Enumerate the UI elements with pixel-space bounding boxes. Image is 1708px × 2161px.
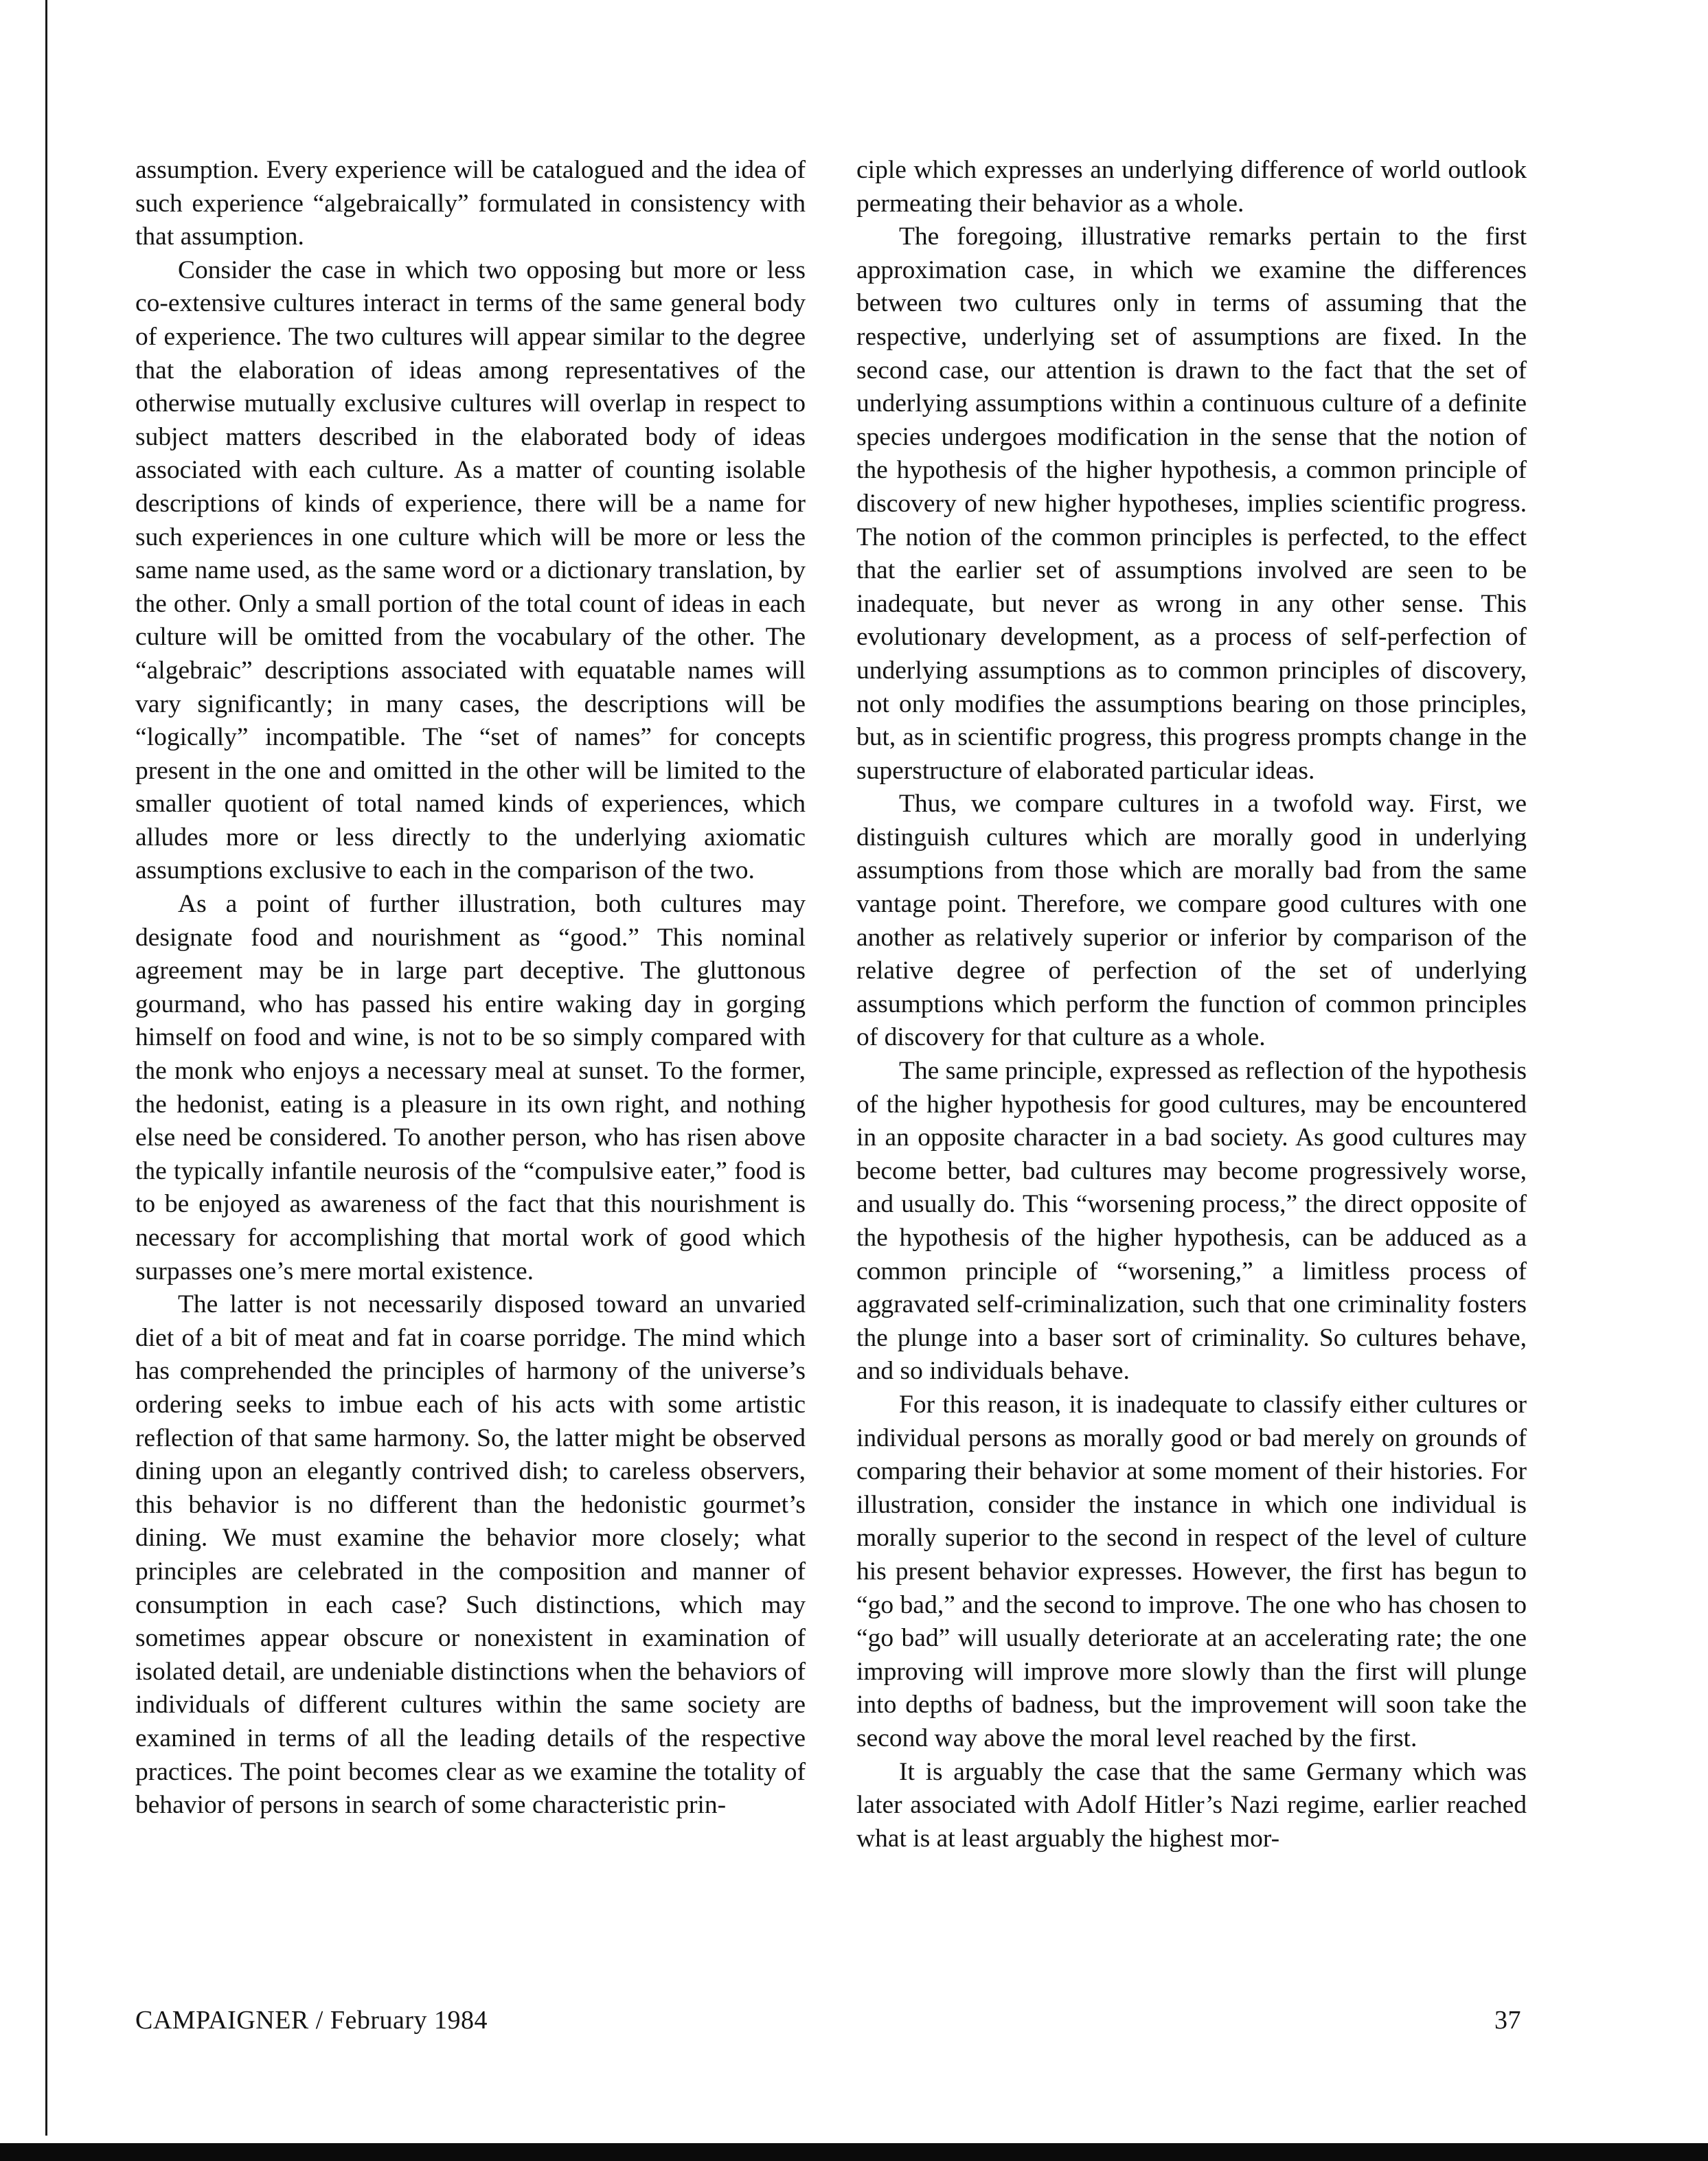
paragraph: Consider the case in which two opposing but more or less co-extensive cultures interact in terms of the same general body of experience. The two cultures will appear similar to the degree that the elaboration of ideas among representatives of the otherwise mutually exclusive cultures will overlap in respect to subject matters described in the elaborated body of ideas associated with each culture. As a matter of counting isolable descriptions of kinds of experience, there will be a name for such experiences in one culture which will be more or less the same name used, as the same word or a dictionary translation, by the other. Only a small portion of the total count of ideas in each culture will be omitted from the vocabulary of the other. The “algebraic” descriptions associated with equatable names will vary significantly; in many cases, the descriptions will be “logically” incompatible. The “set of names” for concepts present in the one and omitted in the other will be limited to the smaller quotient of total named kinds of experiences, which alludes more or less directly to the underlying axiomatic assumptions exclusive to each in the comparison of the two. [135, 255, 806, 885]
binding-edge-line [45, 0, 47, 2136]
paragraph: Thus, we compare cultures in a twofold way. First, we distinguish cultures which are morally good in underlying assumptions from those which are morally bad from the same vantage point. Therefore, we compare good cultures with one another as relatively superior or inferior by comparison of the relative degree of perfection of the set of underlying assumptions which perform the function of common principles of discovery for that culture as a whole. [856, 790, 1527, 1052]
scan-bottom-edge [0, 2143, 1708, 2161]
paragraph: assumption. Every experience will be catalogued and the idea of such experience “algebraically” formulated in consistency with that assumption. [135, 156, 806, 251]
paragraph: As a point of further illustration, both cultures may designate food and nourishment as “good.” This nominal agreement may be in large part deceptive. The gluttonous gourmand, who has passed his entire waking day in gorging himself on food and wine, is not to be so simply compared with the monk who enjoys a necessary meal at sunset. To the former, the hedonist, eating is a pleasure in its own right, and nothing else need be considered. To another person, who has risen above the typically infantile neurosis of the “compulsive eater,” food is to be enjoyed as awareness of the fact that this nourishment is necessary for accomplishing that mortal work of good which surpasses one’s mere mortal existence. [135, 890, 806, 1285]
paragraph: For this reason, it is inadequate to classify either cultures or individual persons as morally good or bad merely on grounds of comparing their behavior at some moment of their histories. For illustration, consider the instance in which one individual is morally superior to the second in respect of the level of culture his present behavior expresses. However, the first has begun to “go bad,” and the second to improve. The one who has chosen to “go bad” will usually deteriorate at an accelerating rate; the one improving will improve more slowly than the first will plunge into depths of badness, but the improvement will soon take the second way above the moral level reached by the first. [856, 1390, 1527, 1752]
paragraph: The latter is not necessarily disposed toward an unvaried diet of a bit of meat and fat in coarse porridge. The mind which has comprehended the principles of harmony of the universe’s ordering seeks to imbue each of his acts with some artistic reflection of that same harmony. So, the latter might be observed dining upon an elegantly contrived dish; to careless observers, this behavior is no different than the hedonistic gourmet’s dining. We must examine the behavior more closely; what principles are celebrated in the composition and manner of consumption in each case? Such distinctions, which may sometimes appear obscure or nonexistent in examination of isolated detail, are undeniable distinctions when the behaviors of individuals of different cultures within the same society are examined in terms of all the leading details of the respective practices. The point becomes clear as we examine the totality of behavior of persons in search of some characteristic prin- [135, 1290, 806, 1820]
paragraph: The foregoing, illustrative remarks pertain to the first approximation case, in which we examine the differences between two cultures only in terms of assuming that the respective, underlying set of assumptions are fixed. In the second case, our attention is drawn to the fact that the set of underlying assumptions within a continuous culture of a definite species undergoes modification in the sense that the notion of the hypothesis of the higher hypothesis, a common principle of discovery of new higher hypotheses, implies scientific progress. The notion of the common principles is perfected, to the effect that the earlier set of assumptions involved are seen to be inadequate, but never as wrong in any other sense. This evolutionary development, as a process of self-perfection of underlying assumptions as to common principles of discovery, not only modifies the assumptions bearing on those principles, but, as in scientific progress, this progress prompts change in the superstructure of elaborated particular ideas. [856, 222, 1527, 785]
paragraph: ciple which expresses an underlying difference of world outlook permeating their behavior as a whole. [856, 156, 1527, 218]
footer-page-number: 37 [1494, 2006, 1521, 2035]
paragraph: The same principle, expressed as reflection of the hypothesis of the higher hypothesis for good cultures, may be encountered in an opposite character in a bad society. As good cultures may become better, bad cultures may become progressively worse, and usually do. This “worsening process,” the direct opposite of the hypothesis of the higher hypothesis, can be adduced as a common principle of “worsening,” a limitless process of aggravated self-criminalization, such that one criminality fosters the plunge into a baser sort of criminality. So cultures behave, and so individuals behave. [856, 1057, 1527, 1386]
right-column [856, 154, 1527, 1855]
paragraph: It is arguably the case that the same Germany which was later associated with Adolf Hitler’s Nazi regime, earlier reached what is at least arguably the highest mor- [856, 1757, 1527, 1853]
footer-publication: CAMPAIGNER / February 1984 [135, 2006, 488, 2035]
left-column [135, 154, 806, 1822]
